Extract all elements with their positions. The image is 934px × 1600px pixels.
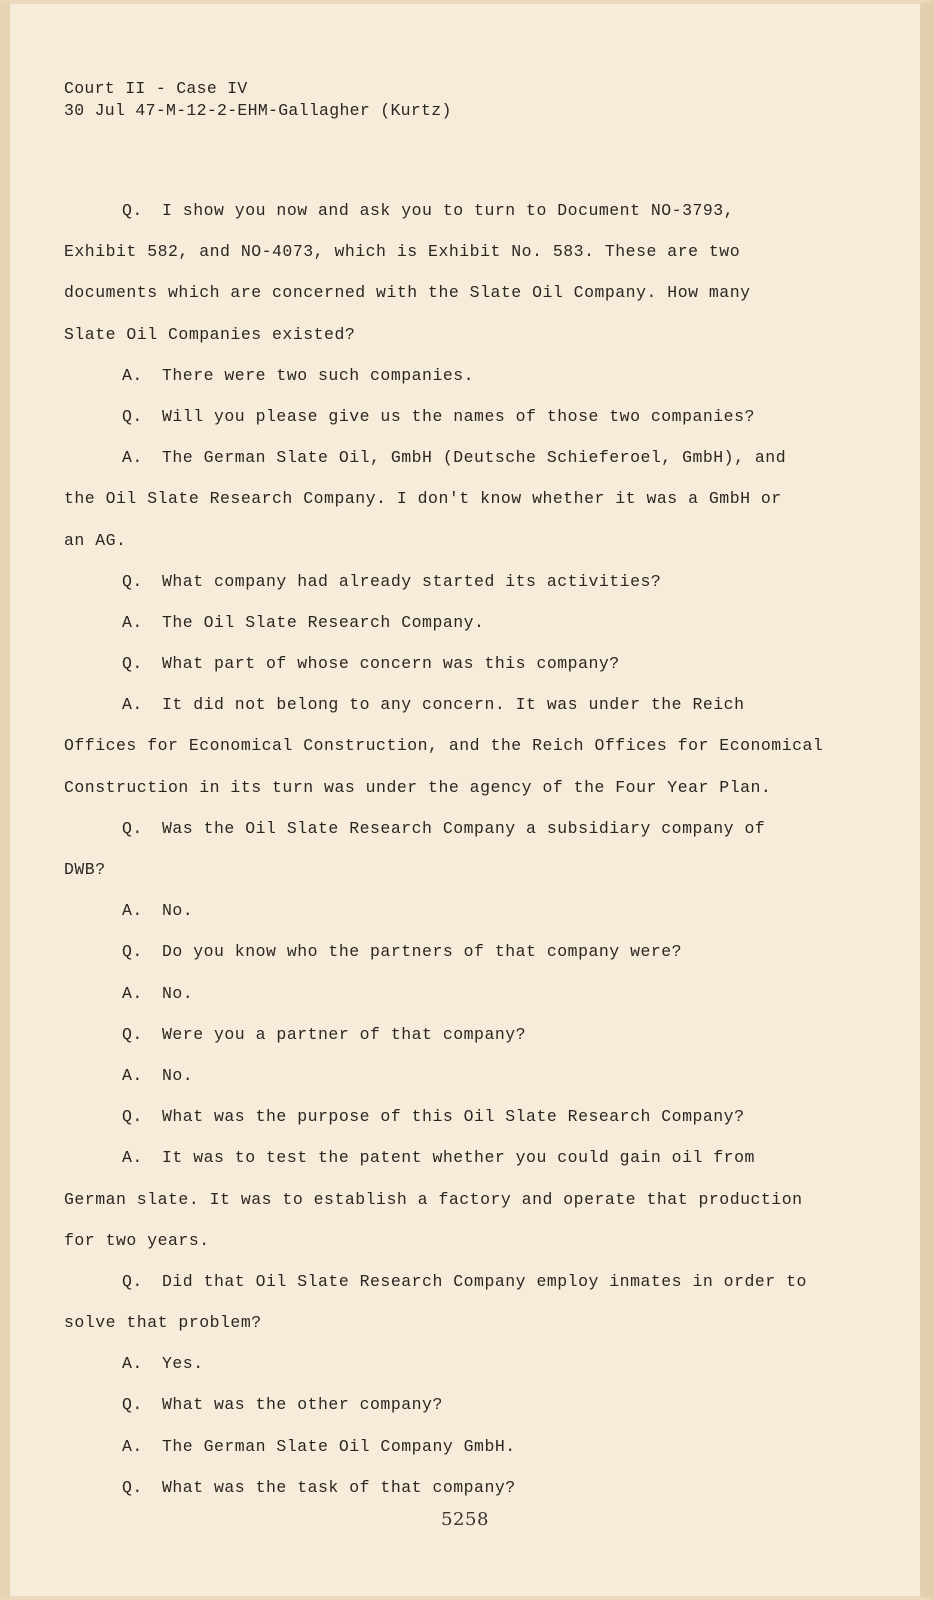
line-text: Offices for Economical Construction, and the Reich Offices for Economical (64, 736, 824, 756)
line-text: No. (162, 901, 194, 921)
speaker-label: A. (122, 1436, 143, 1456)
line-text: There were two such companies. (162, 365, 475, 385)
speaker-label: A. (122, 1354, 143, 1374)
speaker-label: Q. (122, 1271, 143, 1291)
transcript-line (64, 190, 824, 231)
transcript-line (64, 396, 824, 437)
transcript-line (64, 1096, 824, 1137)
line-text: The Oil Slate Research Company. (162, 612, 485, 632)
speaker-label: Q. (122, 654, 143, 674)
line-text: documents which are concerned with the Slate Oil Company. How many (64, 283, 751, 303)
speaker-label: Q. (122, 818, 143, 838)
transcript-line (64, 767, 824, 808)
line-text: No. (162, 983, 194, 1003)
line-text: Slate Oil Companies existed? (64, 324, 356, 344)
line-text: for two years. (64, 1230, 210, 1250)
transcript-line (64, 314, 824, 355)
transcript-line (64, 1302, 824, 1343)
transcript-body (64, 190, 824, 1508)
speaker-label: Q. (122, 571, 143, 591)
line-text: Were you a partner of that company? (162, 1024, 527, 1044)
transcript-line (64, 890, 824, 931)
speaker-label: A. (122, 983, 143, 1003)
transcript-line (64, 1343, 824, 1384)
transcript-line (64, 1220, 824, 1261)
transcript-line (64, 1261, 824, 1302)
transcript-line (64, 272, 824, 313)
transcript-line (64, 1426, 824, 1467)
line-text: What was the other company? (162, 1395, 443, 1415)
transcript-line (64, 355, 824, 396)
speaker-label: A. (122, 1148, 143, 1168)
transcript-line (64, 1384, 824, 1425)
header-session-info: 30 Jul 47-M-12-2-EHM-Gallagher (Kurtz) (64, 101, 452, 120)
transcript-line (64, 1055, 824, 1096)
transcript-line (64, 1137, 824, 1178)
line-text: Do you know who the partners of that company were? (162, 942, 683, 962)
speaker-label: A. (122, 901, 143, 921)
line-text: What part of whose concern was this company? (162, 654, 620, 674)
line-text: an AG. (64, 530, 127, 550)
line-text: Will you please give us the names of those two companies? (162, 406, 755, 426)
speaker-label: Q. (122, 942, 143, 962)
speaker-label: Q. (122, 1107, 143, 1127)
page-number: 5258 (441, 1509, 489, 1530)
speaker-label: Q. (122, 201, 143, 220)
speaker-label: Q. (122, 1024, 143, 1044)
line-text: What was the task of that company? (162, 1477, 516, 1497)
line-text: DWB? (64, 860, 106, 879)
speaker-label: A. (122, 1065, 143, 1085)
line-text: I show you now and ask you to turn to Document NO-3793, (162, 201, 735, 220)
line-text: What was the purpose of this Oil Slate Research Company? (162, 1107, 745, 1127)
transcript-line (64, 973, 824, 1014)
line-text: Exhibit 582, and NO-4073, which is Exhibit No. 583. These are two (64, 242, 741, 262)
transcript-line (64, 643, 824, 684)
transcript-line (64, 931, 824, 972)
line-text: Did that Oil Slate Research Company employ inmates in order to (162, 1271, 807, 1291)
transcript-line (64, 725, 824, 766)
line-text: Yes. (162, 1354, 204, 1374)
transcript-line (64, 602, 824, 643)
transcript-line (64, 808, 824, 849)
transcript-line (64, 478, 824, 519)
line-text: the Oil Slate Research Company. I don't know whether it was a GmbH or (64, 489, 782, 509)
line-text: German slate. It was to establish a factory and operate that production (64, 1189, 803, 1209)
transcript-line (64, 1467, 824, 1508)
line-text: It was to test the patent whether you could gain oil from (162, 1148, 755, 1168)
line-text: No. (162, 1065, 194, 1085)
line-text: Construction in its turn was under the agency of the Four Year Plan. (64, 777, 772, 797)
line-text: The German Slate Oil, GmbH (Deutsche Schieferoel, GmbH), and (162, 448, 787, 468)
speaker-label: A. (122, 448, 143, 468)
transcript-line (64, 684, 824, 725)
transcript-line (64, 1014, 824, 1055)
speaker-label: Q. (122, 1477, 143, 1497)
transcript-line (64, 231, 824, 272)
line-text: solve that problem? (64, 1313, 262, 1333)
speaker-label: A. (122, 365, 143, 385)
transcript-line (64, 849, 824, 890)
transcript-line (64, 437, 824, 478)
transcript-line (64, 561, 824, 602)
transcript-line (64, 1179, 824, 1220)
transcript-line (64, 520, 824, 561)
speaker-label: A. (122, 695, 143, 715)
speaker-label: Q. (122, 406, 143, 426)
line-text: What company had already started its activities? (162, 571, 662, 591)
document-header (64, 78, 452, 122)
speaker-label: Q. (122, 1395, 143, 1415)
speaker-label: A. (122, 612, 143, 632)
header-court-case: Court II - Case IV (64, 79, 248, 98)
line-text: It did not belong to any concern. It was under the Reich (162, 695, 745, 715)
line-text: Was the Oil Slate Research Company a subsidiary company of (162, 818, 766, 838)
line-text: The German Slate Oil Company GmbH. (162, 1436, 516, 1456)
